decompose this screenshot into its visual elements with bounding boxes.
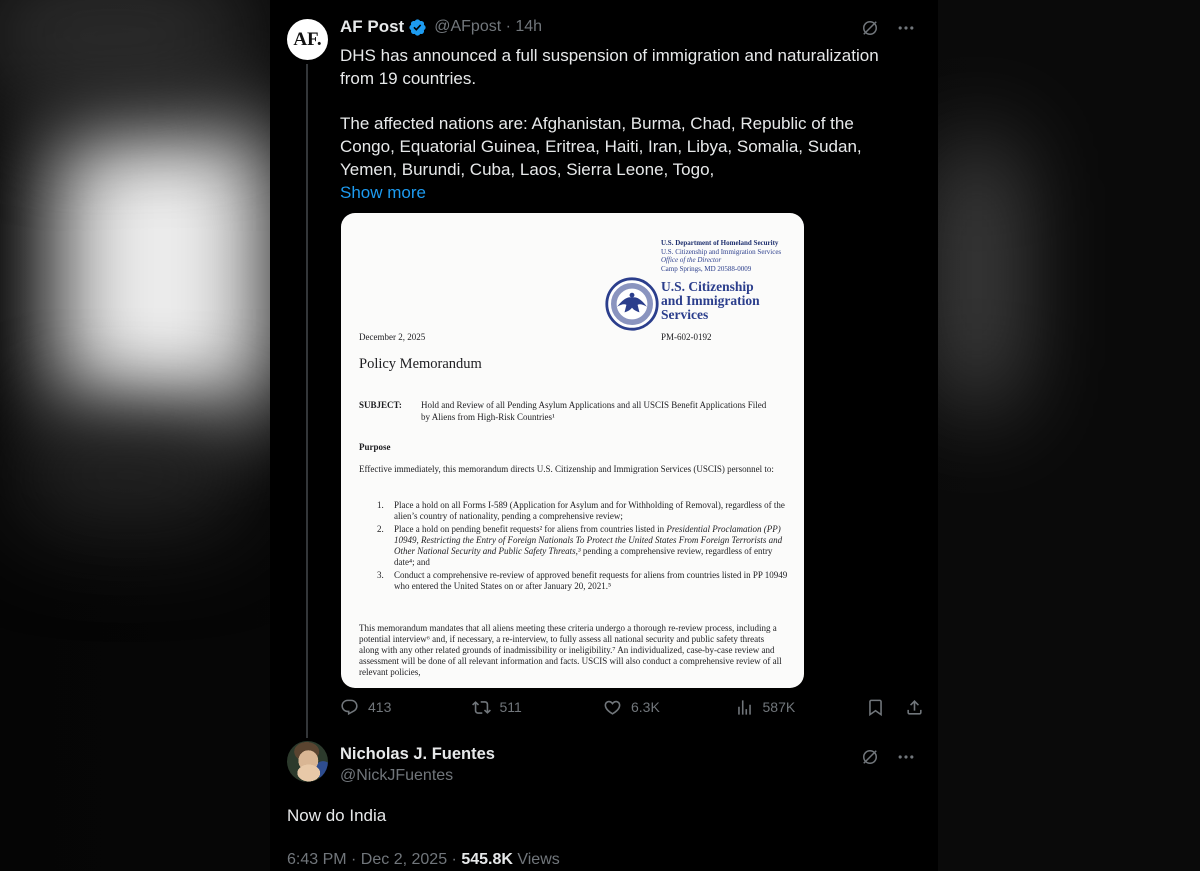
memo-letterhead-line: U.S. Citizenship and Immigration Services [661, 247, 782, 256]
reply-display-name[interactable]: Nicholas J. Fuentes [340, 745, 495, 763]
memo-list-italic: Presidential Proclamation (PP) 10949, Restricting the Entry of Foreign Nationals To Protect the United States From Foreign Terrorists and Other National Security and Public Safety Threats,³ [394, 523, 783, 557]
engagement-end-actions [866, 698, 924, 717]
tweet-text-line: The affected nations are: Afghanistan, Burma, Chad, Republic of the [340, 114, 854, 133]
thread-line [306, 64, 308, 738]
like-icon [603, 698, 622, 717]
memo-agency-line: U.S. Citizenship [661, 279, 754, 294]
memo-purpose-text: Effective immediately, this memorandum directs U.S. Citizenship and Immigration Services (USCIS) personnel to: [359, 464, 774, 474]
tweet-text-line: Congo, Equatorial Guinea, Eritrea, Haiti, Iran, Libya, Somalia, Sudan, [340, 137, 862, 156]
display-name[interactable]: AF Post [340, 17, 405, 36]
like-count: 6.3K [631, 699, 660, 715]
views-button[interactable] [735, 698, 867, 717]
memo-list-text: Place a hold on pending benefit requests² for aliens from countries listed in [394, 523, 667, 534]
verified-badge-icon [408, 18, 427, 37]
background-blur-blob-right [948, 140, 1006, 410]
more-icon[interactable] [896, 18, 916, 38]
more-icon[interactable] [896, 747, 916, 767]
show-more-link[interactable]: Show more [340, 183, 426, 202]
memo-letterhead [661, 239, 796, 274]
memo-list-number: 3. [377, 569, 384, 580]
like-button[interactable] [603, 698, 735, 717]
reply-avatar-photo[interactable] [287, 741, 328, 782]
background-blur-blob-left [55, 120, 270, 420]
reply-tweet-actions [860, 747, 916, 767]
reply-button[interactable] [340, 698, 472, 717]
memo-letterhead-line: Camp Springs, MD 20588-0009 [661, 265, 752, 274]
memo-agency-name [661, 280, 760, 322]
tweet-actions [860, 18, 916, 38]
repost-count: 511 [499, 699, 522, 715]
bookmark-icon[interactable] [866, 698, 885, 717]
repost-button[interactable] [472, 698, 604, 717]
handle-and-time[interactable]: @AFpost · 14h [434, 18, 543, 35]
memo-title: Policy Memorandum [359, 356, 482, 372]
memo-list-item [377, 570, 791, 593]
memo-letterhead-line: Office of the Director [661, 256, 722, 265]
reply-handle[interactable]: @NickJFuentes [340, 767, 454, 784]
timestamp-text: 6:43 PM · Dec 2, 2025 · [287, 851, 462, 868]
memo-subject-label: SUBJECT: [359, 400, 402, 410]
tweet-thread-panel [270, 0, 938, 871]
memo-purpose-heading: Purpose [359, 442, 391, 452]
repost-icon [472, 698, 491, 717]
views-icon [735, 698, 754, 717]
reply-tweet-text: Now do India [287, 806, 387, 825]
grok-icon[interactable] [860, 747, 880, 767]
memo-agency-line: and Immigration [661, 293, 760, 308]
grok-icon[interactable] [860, 18, 880, 38]
memo-letterhead-line: U.S. Department of Homeland Security [661, 239, 779, 247]
avatar[interactable] [287, 19, 328, 60]
tweet-text-line: from 19 countries. [340, 69, 477, 88]
avatar-initials: AF. [293, 28, 322, 50]
reply-views-label: Views [512, 851, 560, 868]
memo-directive-list [377, 500, 791, 593]
memo-subject-text: Hold and Review of all Pending Asylum Applications and all USCIS Benefit Applications Filed by Aliens from High-Risk Countries¹ [421, 400, 767, 422]
share-icon[interactable] [905, 698, 924, 717]
memo-list-item [377, 524, 791, 569]
tweet-text-line: DHS has announced a full suspension of immigration and naturalization [340, 46, 879, 65]
memo-closing-paragraph: This memorandum mandates that all aliens meeting these criteria undergo a thorough re-review process, including a potential interview⁶ and, if necessary, a re-interview, to fully assess all national security and public safety threats along with any other related grounds of inadmissibility or ineligibility.⁷ An individualized, case-by-case review and assessment will be done of all relevant information and facts. USCIS will also conduct a comprehensive review of all relevant policies, [359, 623, 782, 677]
memo-list-number: 2. [377, 523, 384, 534]
views-count: 587K [762, 699, 796, 715]
embedded-document-image[interactable] [341, 213, 804, 688]
memo-list-text: pending a comprehensive review, regardless of entry date⁴; and [394, 546, 773, 568]
dhs-seal-icon [604, 276, 660, 332]
timestamp-row [287, 851, 560, 869]
reply-count: 413 [368, 699, 392, 715]
tweet-header [340, 17, 542, 37]
memo-number: PM-602-0192 [661, 332, 712, 342]
memo-list-number: 1. [377, 500, 384, 510]
tweet-text-line: Yemen, Burundi, Cuba, Laos, Sierra Leone, Togo, [340, 160, 715, 179]
engagement-bar [340, 695, 924, 719]
background-blur-blob-bottom-left [10, 415, 250, 535]
reply-views-count: 545.8K [461, 851, 513, 868]
memo-agency-line: Services [661, 307, 709, 322]
memo-date: December 2, 2025 [359, 332, 426, 342]
memo-list-item [377, 500, 791, 523]
background-blur-blob-top-left [0, 0, 260, 110]
memo-list-text: Place a hold on all Forms I-589 (Application for Asylum and for Withholding of Removal), regardless of the alien’s country of nationality, pending a comprehensive review; [394, 500, 785, 522]
reply-icon [340, 698, 359, 717]
memo-list-text: Conduct a comprehensive re-review of approved benefit requests for aliens from countries listed in PP 10949 who entered the United States on or after January 20, 2021.⁵ [394, 569, 788, 592]
